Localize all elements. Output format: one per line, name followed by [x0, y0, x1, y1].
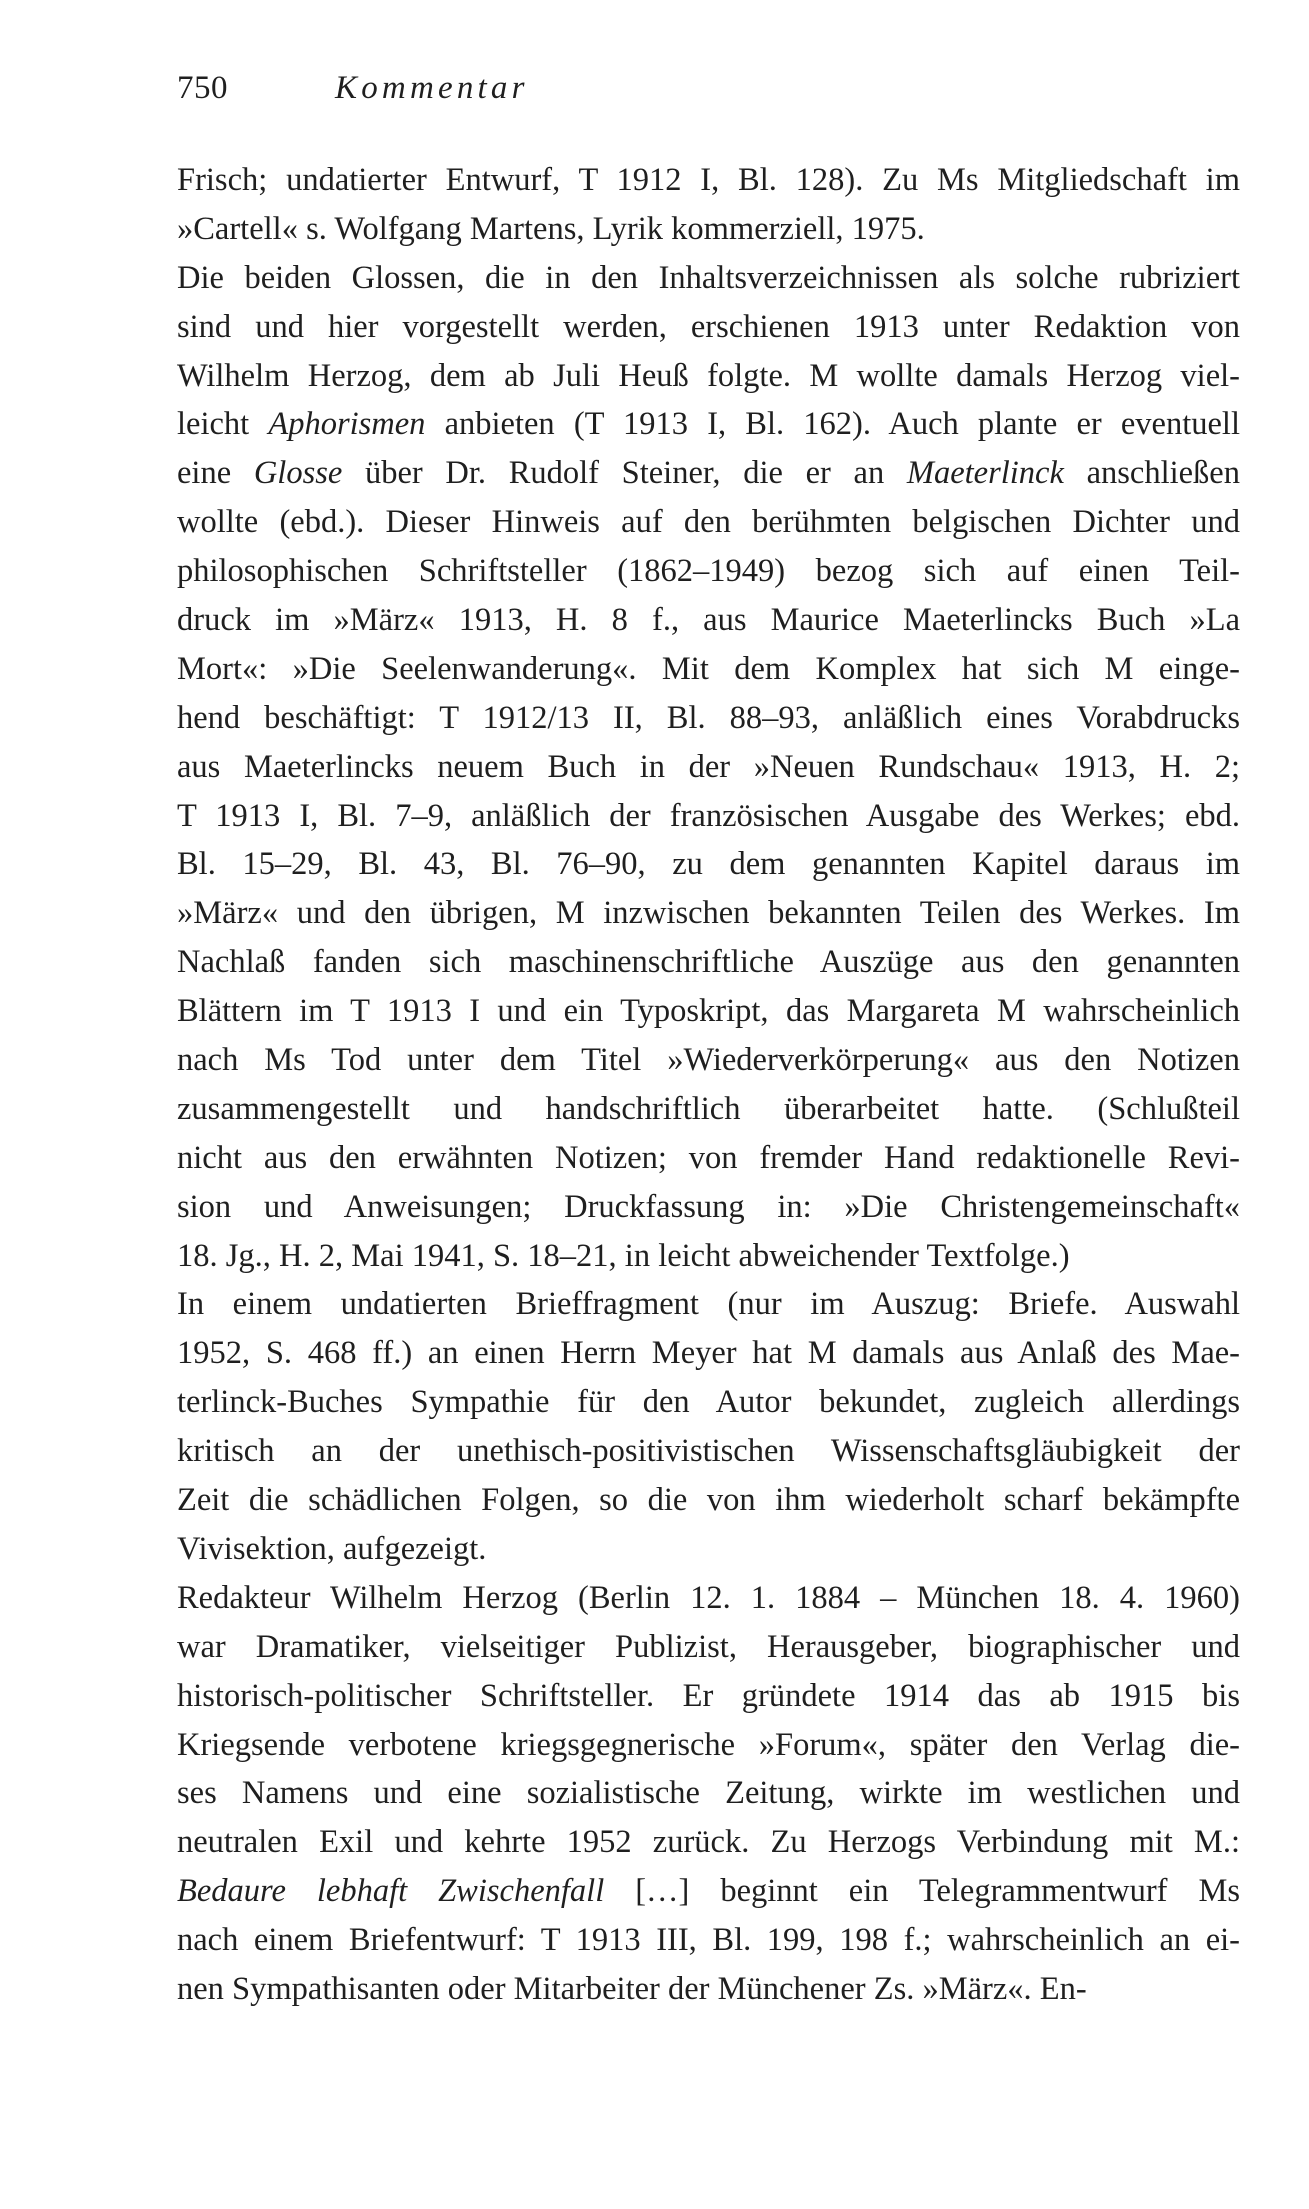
text-line	[177, 1134, 1240, 1183]
text-segment: wollte (ebd.). Dieser Hinweis auf den berühmten belgischen Dichter und	[177, 504, 1240, 541]
text-line	[177, 596, 1240, 645]
text-segment: über Dr. Rudolf Steiner, die er an	[342, 455, 907, 492]
text-segment: »März« und den übrigen, M inzwischen bekannten Teilen des Werkes. Im	[177, 895, 1240, 932]
text-segment: druck im »März« 1913, H. 8 f., aus Maurice Maeterlincks Buch »La	[177, 602, 1240, 639]
italic-title-text: Bedaure lebhaft Zwischenfall	[177, 1873, 605, 1910]
text-line	[177, 498, 1240, 547]
text-segment: In einem undatierten Brieffragment (nur im Auszug: Briefe. Auswahl	[177, 1286, 1240, 1323]
text-line	[177, 792, 1240, 841]
text-line	[177, 1769, 1240, 1818]
text-segment: Vivisektion, aufgezeigt.	[177, 1530, 487, 1567]
text-segment: 1952, S. 468 ff.) an einen Herrn Meyer hat M damals aus Anlaß des Mae-	[177, 1335, 1240, 1372]
text-segment: Nachlaß fanden sich maschinenschriftliche Auszüge aus den genannten	[177, 944, 1240, 981]
text-segment: Bl. 15–29, Bl. 43, Bl. 76–90, zu dem genannten Kapitel daraus im	[177, 846, 1240, 883]
text-segment: anbieten (T 1913 I, Bl. 162). Auch plante er eventuell	[425, 406, 1240, 443]
text-line	[177, 400, 1240, 449]
text-line	[177, 1574, 1240, 1623]
text-segment: sion und Anweisungen; Druckfassung in: »Die Christengemeinschaft«	[177, 1188, 1240, 1225]
text-segment: philosophischen Schriftsteller (1862–1949) bezog sich auf einen Teil-	[177, 553, 1240, 590]
italic-title-text: Maeterlinck	[906, 455, 1064, 492]
text-line	[177, 1818, 1240, 1867]
commentary-body	[177, 156, 1240, 2014]
text-line	[177, 547, 1240, 596]
text-segment: war Dramatiker, vielseitiger Publizist, Herausgeber, biographischer und	[177, 1628, 1240, 1665]
text-line	[177, 743, 1240, 792]
text-segment: nicht aus den erwähnten Notizen; von fremder Hand redaktionelle Revi-	[177, 1139, 1240, 1176]
text-line	[177, 694, 1240, 743]
text-line	[177, 889, 1240, 938]
text-line	[177, 352, 1240, 401]
italic-title-text: Glosse	[253, 455, 343, 492]
section-title: Kommentar	[335, 70, 529, 106]
text-segment: Frisch; undatierter Entwurf, T 1912 I, Bl. 128). Zu Ms Mitgliedschaft im	[177, 162, 1240, 198]
text-line	[177, 1280, 1240, 1329]
text-line	[177, 1476, 1240, 1525]
text-segment: ses Namens und eine sozialistische Zeitung, wirkte im westlichen und	[177, 1775, 1240, 1812]
text-segment: anschließen	[1063, 455, 1240, 492]
text-segment: nen Sympathisanten oder Mitarbeiter der Münchener Zs. »März«. En-	[177, 1970, 1087, 2007]
text-line	[177, 1867, 1240, 1916]
text-segment: Blättern im T 1913 I und ein Typoskript, das Margareta M wahrscheinlich	[177, 993, 1240, 1030]
text-line	[177, 1427, 1240, 1476]
text-segment: 18. Jg., H. 2, Mai 1941, S. 18–21, in leicht abweichender Textfolge.)	[177, 1237, 1070, 1274]
text-segment: Zeit die schädlichen Folgen, so die von ihm wiederholt scharf bekämpfte	[177, 1482, 1240, 1519]
text-segment: sind und hier vorgestellt werden, erschienen 1913 unter Redaktion von	[177, 308, 1240, 345]
text-line	[177, 1378, 1240, 1427]
text-segment: terlinck-Buches Sympathie für den Autor bekundet, zugleich allerdings	[177, 1384, 1240, 1421]
text-segment: neutralen Exil und kehrte 1952 zurück. Zu Herzogs Verbindung mit M.:	[177, 1824, 1240, 1861]
text-segment: eine	[177, 455, 254, 492]
text-segment: Die beiden Glossen, die in den Inhaltsverzeichnissen als solche rubriziert	[177, 259, 1240, 296]
text-segment: […] beginnt ein Telegrammentwurf Ms	[604, 1873, 1240, 1910]
text-segment: kritisch an der unethisch-positivistischen Wissenschaftsgläubigkeit der	[177, 1433, 1240, 1470]
running-head	[177, 66, 1240, 110]
text-line	[177, 254, 1240, 303]
text-line	[177, 449, 1240, 498]
text-line	[177, 1965, 1240, 2014]
text-line	[177, 1085, 1240, 1134]
text-line	[177, 1183, 1240, 1232]
text-segment: hend beschäftigt: T 1912/13 II, Bl. 88–93, anläßlich eines Vorabdrucks	[177, 699, 1240, 736]
text-line	[177, 156, 1240, 205]
text-segment: leicht	[177, 406, 269, 443]
text-line	[177, 645, 1240, 694]
text-line	[177, 1623, 1240, 1672]
text-segment: Redakteur Wilhelm Herzog (Berlin 12. 1. 1884 – München 18. 4. 1960)	[177, 1579, 1240, 1616]
text-segment: zusammengestellt und handschriftlich überarbeitet hatte. (Schlußteil	[177, 1090, 1240, 1127]
italic-title-text: Aphorismen	[268, 406, 426, 443]
text-line	[177, 987, 1240, 1036]
text-segment: Mort«: »Die Seelenwanderung«. Mit dem Komplex hat sich M einge-	[177, 650, 1240, 687]
text-line	[177, 1329, 1240, 1378]
text-line	[177, 840, 1240, 889]
text-segment: »Cartell« s. Wolfgang Martens, Lyrik kommerziell, 1975.	[177, 210, 925, 247]
text-line	[177, 1916, 1240, 1965]
text-segment: historisch-politischer Schriftsteller. Er gründete 1914 das ab 1915 bis	[177, 1677, 1240, 1714]
text-line	[177, 205, 1240, 254]
text-line	[177, 1036, 1240, 1085]
text-segment: nach Ms Tod unter dem Titel »Wiederverkörperung« aus den Notizen	[177, 1042, 1240, 1079]
text-line	[177, 1672, 1240, 1721]
text-segment: T 1913 I, Bl. 7–9, anläßlich der französischen Ausgabe des Werkes; ebd.	[177, 797, 1240, 834]
page-number: 750	[177, 70, 228, 106]
text-segment: Kriegsende verbotene kriegsgegnerische »Forum«, später den Verlag die-	[177, 1726, 1240, 1763]
text-line	[177, 1232, 1240, 1281]
text-line	[177, 1721, 1240, 1770]
text-segment: Wilhelm Herzog, dem ab Juli Heuß folgte. M wollte damals Herzog viel-	[177, 357, 1240, 394]
text-line	[177, 938, 1240, 987]
text-segment: aus Maeterlincks neuem Buch in der »Neuen Rundschau« 1913, H. 2;	[177, 748, 1240, 785]
text-segment: nach einem Briefentwurf: T 1913 III, Bl. 199, 198 f.; wahrscheinlich an ei-	[177, 1922, 1240, 1959]
text-line	[177, 1525, 1240, 1574]
text-line	[177, 303, 1240, 352]
